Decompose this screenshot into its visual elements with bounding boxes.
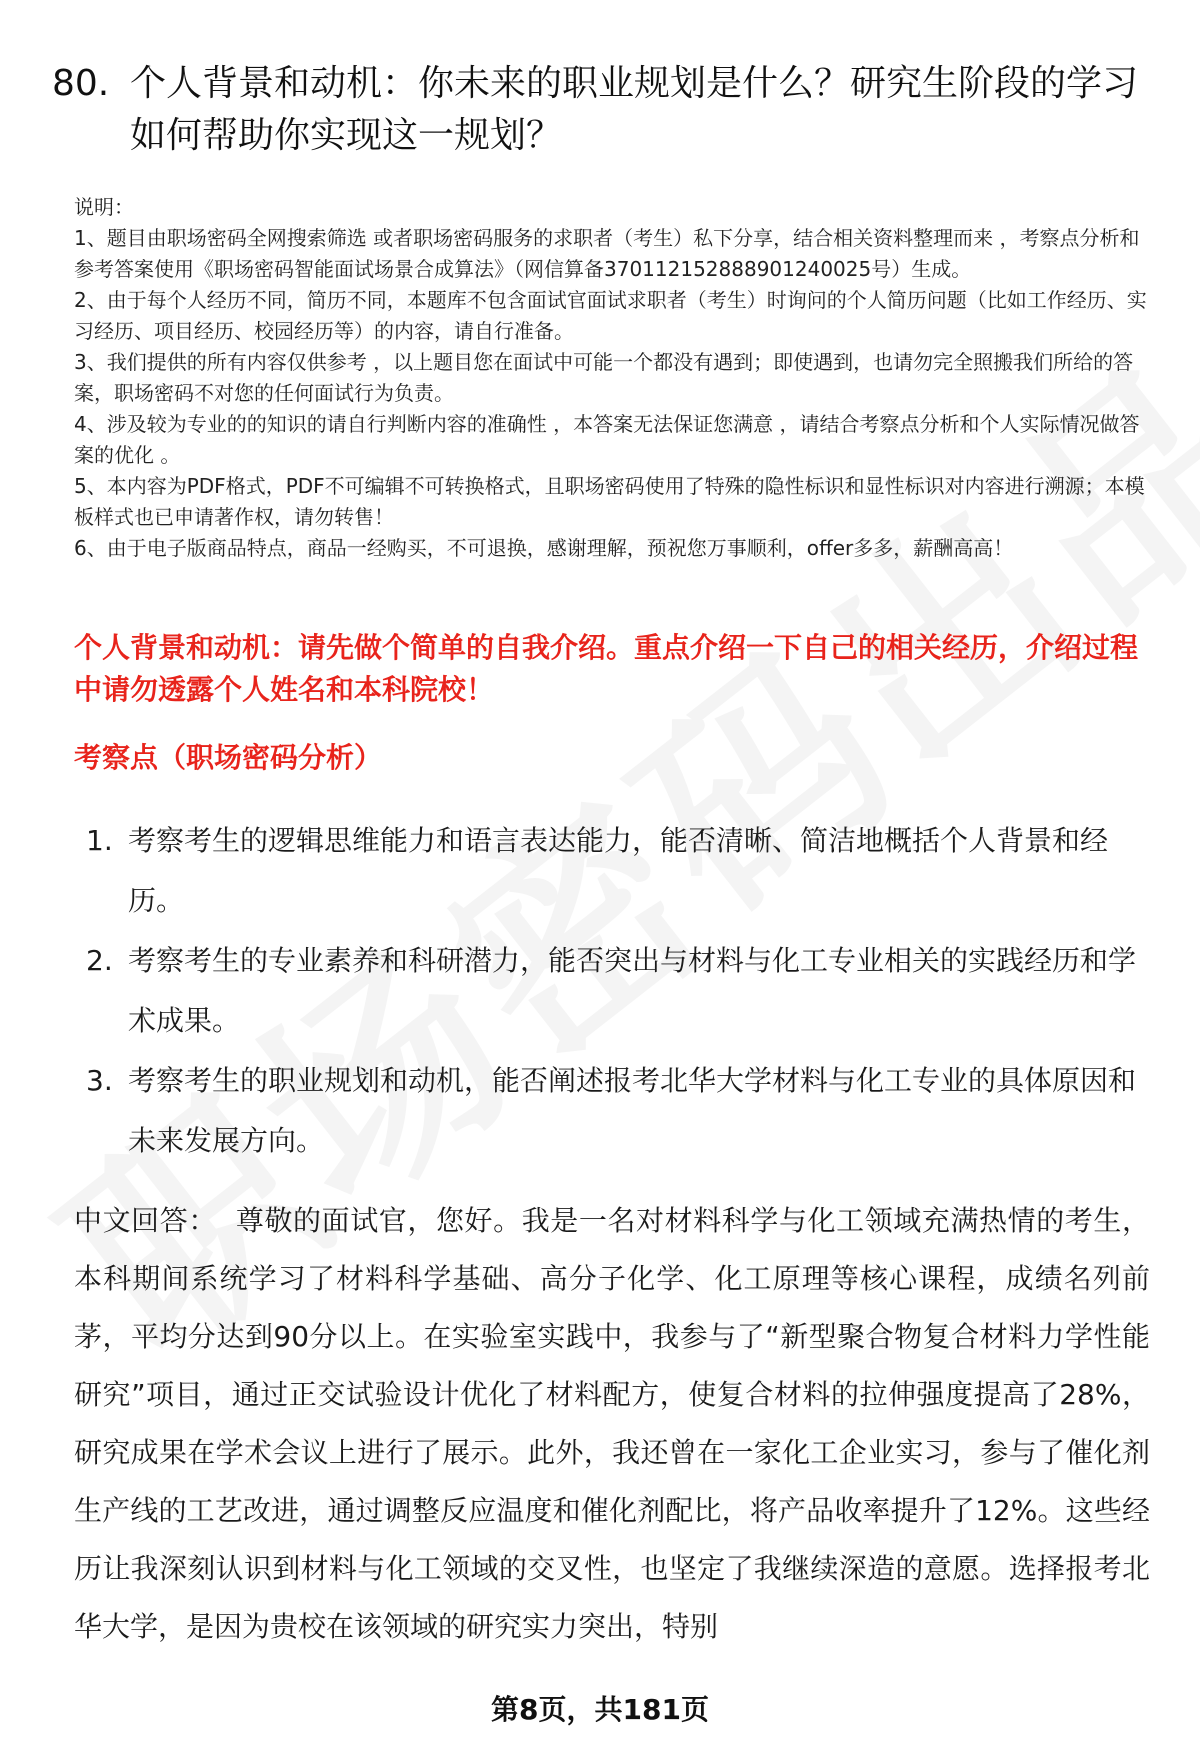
question-number: 80. (52, 63, 110, 104)
point-number: 1. (86, 824, 113, 857)
note-item: 4、涉及较为专业的的知识的请自行判断内容的准确性 ，本答案无法保证您满意 ，请结合考察点分析和个人实际情况做答案的优化 。 (74, 412, 1140, 467)
answer-text: 尊敬的面试官，您好。我是一名对材料科学与化工领域充满热情的考生，本科期间系统学习了材料科学基础、高分子化学、化工原理等核心课程，成绩名列前茅，平均分达到90分以上。在实验室实践中，我参与了“新型聚合物复合材料力学性能研究”项目，通过正交试验设计优化了材料配方，使复合材料的拉伸强度提高了28%，研究成果在学术会议上进行了展示。此外，我还曾在一家化工企业实习，参与了催化剂生产线的工艺改进，通过调整反应温度和催化剂配比，将产品收率提升了12%。这些经历让我深刻认识到材料与化工领域的交叉性，也坚定了我继续深造的意愿。选择报考北华大学，是因为贵校在该领域的研究实力突出，特别 (74, 1204, 1150, 1643)
analysis-points (86, 811, 1146, 1171)
notes-section (74, 192, 1154, 564)
analysis-point (86, 811, 1146, 931)
point-text: 考察考生的专业素养和科研潜力，能否突出与材料与化工专业相关的实践经历和学术成果。 (128, 944, 1137, 1037)
interview-question: 个人背景和动机：请先做个简单的自我介绍。重点介绍一下自己的相关经历，介绍过程中请勿透露个人姓名和本科院校！ (74, 631, 1139, 706)
page-footer: 第8页，共181页 (491, 1693, 709, 1726)
note-item: 3、我们提供的所有内容仅供参考 ，以上题目您在面试中可能一个都没有遇到；即使遇到，也请勿完全照搬我们所给的答案，职场密码不对您的任何面试行为负责。 (74, 350, 1134, 405)
answer-paragraph (74, 1192, 1150, 1656)
analysis-heading: 考察点（职场密码分析） (74, 741, 383, 774)
note-item: 2、由于每个人经历不同，简历不同，本题库不包含面试官面试求职者（考生）时询问的个人简历问题（比如工作经历、实习经历、项目经历、校园经历等）的内容，请自行准备。 (74, 288, 1147, 343)
question-title (52, 58, 1152, 162)
point-text: 考察考生的逻辑思维能力和语言表达能力，能否清晰、简洁地概括个人背景和经历。 (128, 824, 1109, 917)
notes-heading: 说明： (74, 195, 134, 219)
point-text: 考察考生的职业规划和动机，能否阐述报考北华大学材料与化工专业的具体原因和未来发展方向。 (128, 1064, 1137, 1157)
note-item: 1、题目由职场密码全网搜索筛选 或者职场密码服务的求职者（考生）私下分享，结合相关资料整理而来 ，考察点分析和参考答案使用《职场密码智能面试场景合成算法》（网信算备370112152888901240025号）生成。 (74, 226, 1140, 281)
answer-label: 中文回答： (74, 1204, 217, 1237)
point-number: 3. (86, 1064, 113, 1097)
point-number: 2. (86, 944, 113, 977)
note-item: 6、由于电子版商品特点，商品一经购买，不可退换，感谢理解，预祝您万事顺利，offer多多，薪酬高高！ (74, 536, 1014, 560)
analysis-point (86, 1051, 1146, 1171)
question-text: 个人背景和动机：你未来的职业规划是什么？研究生阶段的学习如何帮助你实现这一规划？ (130, 63, 1139, 156)
analysis-point (86, 931, 1146, 1051)
note-item: 5、本内容为PDF格式，PDF不可编辑不可转换格式，且职场密码使用了特殊的隐性标识和显性标识对内容进行溯源；本模板样式也已申请著作权，请勿转售！ (74, 474, 1145, 529)
